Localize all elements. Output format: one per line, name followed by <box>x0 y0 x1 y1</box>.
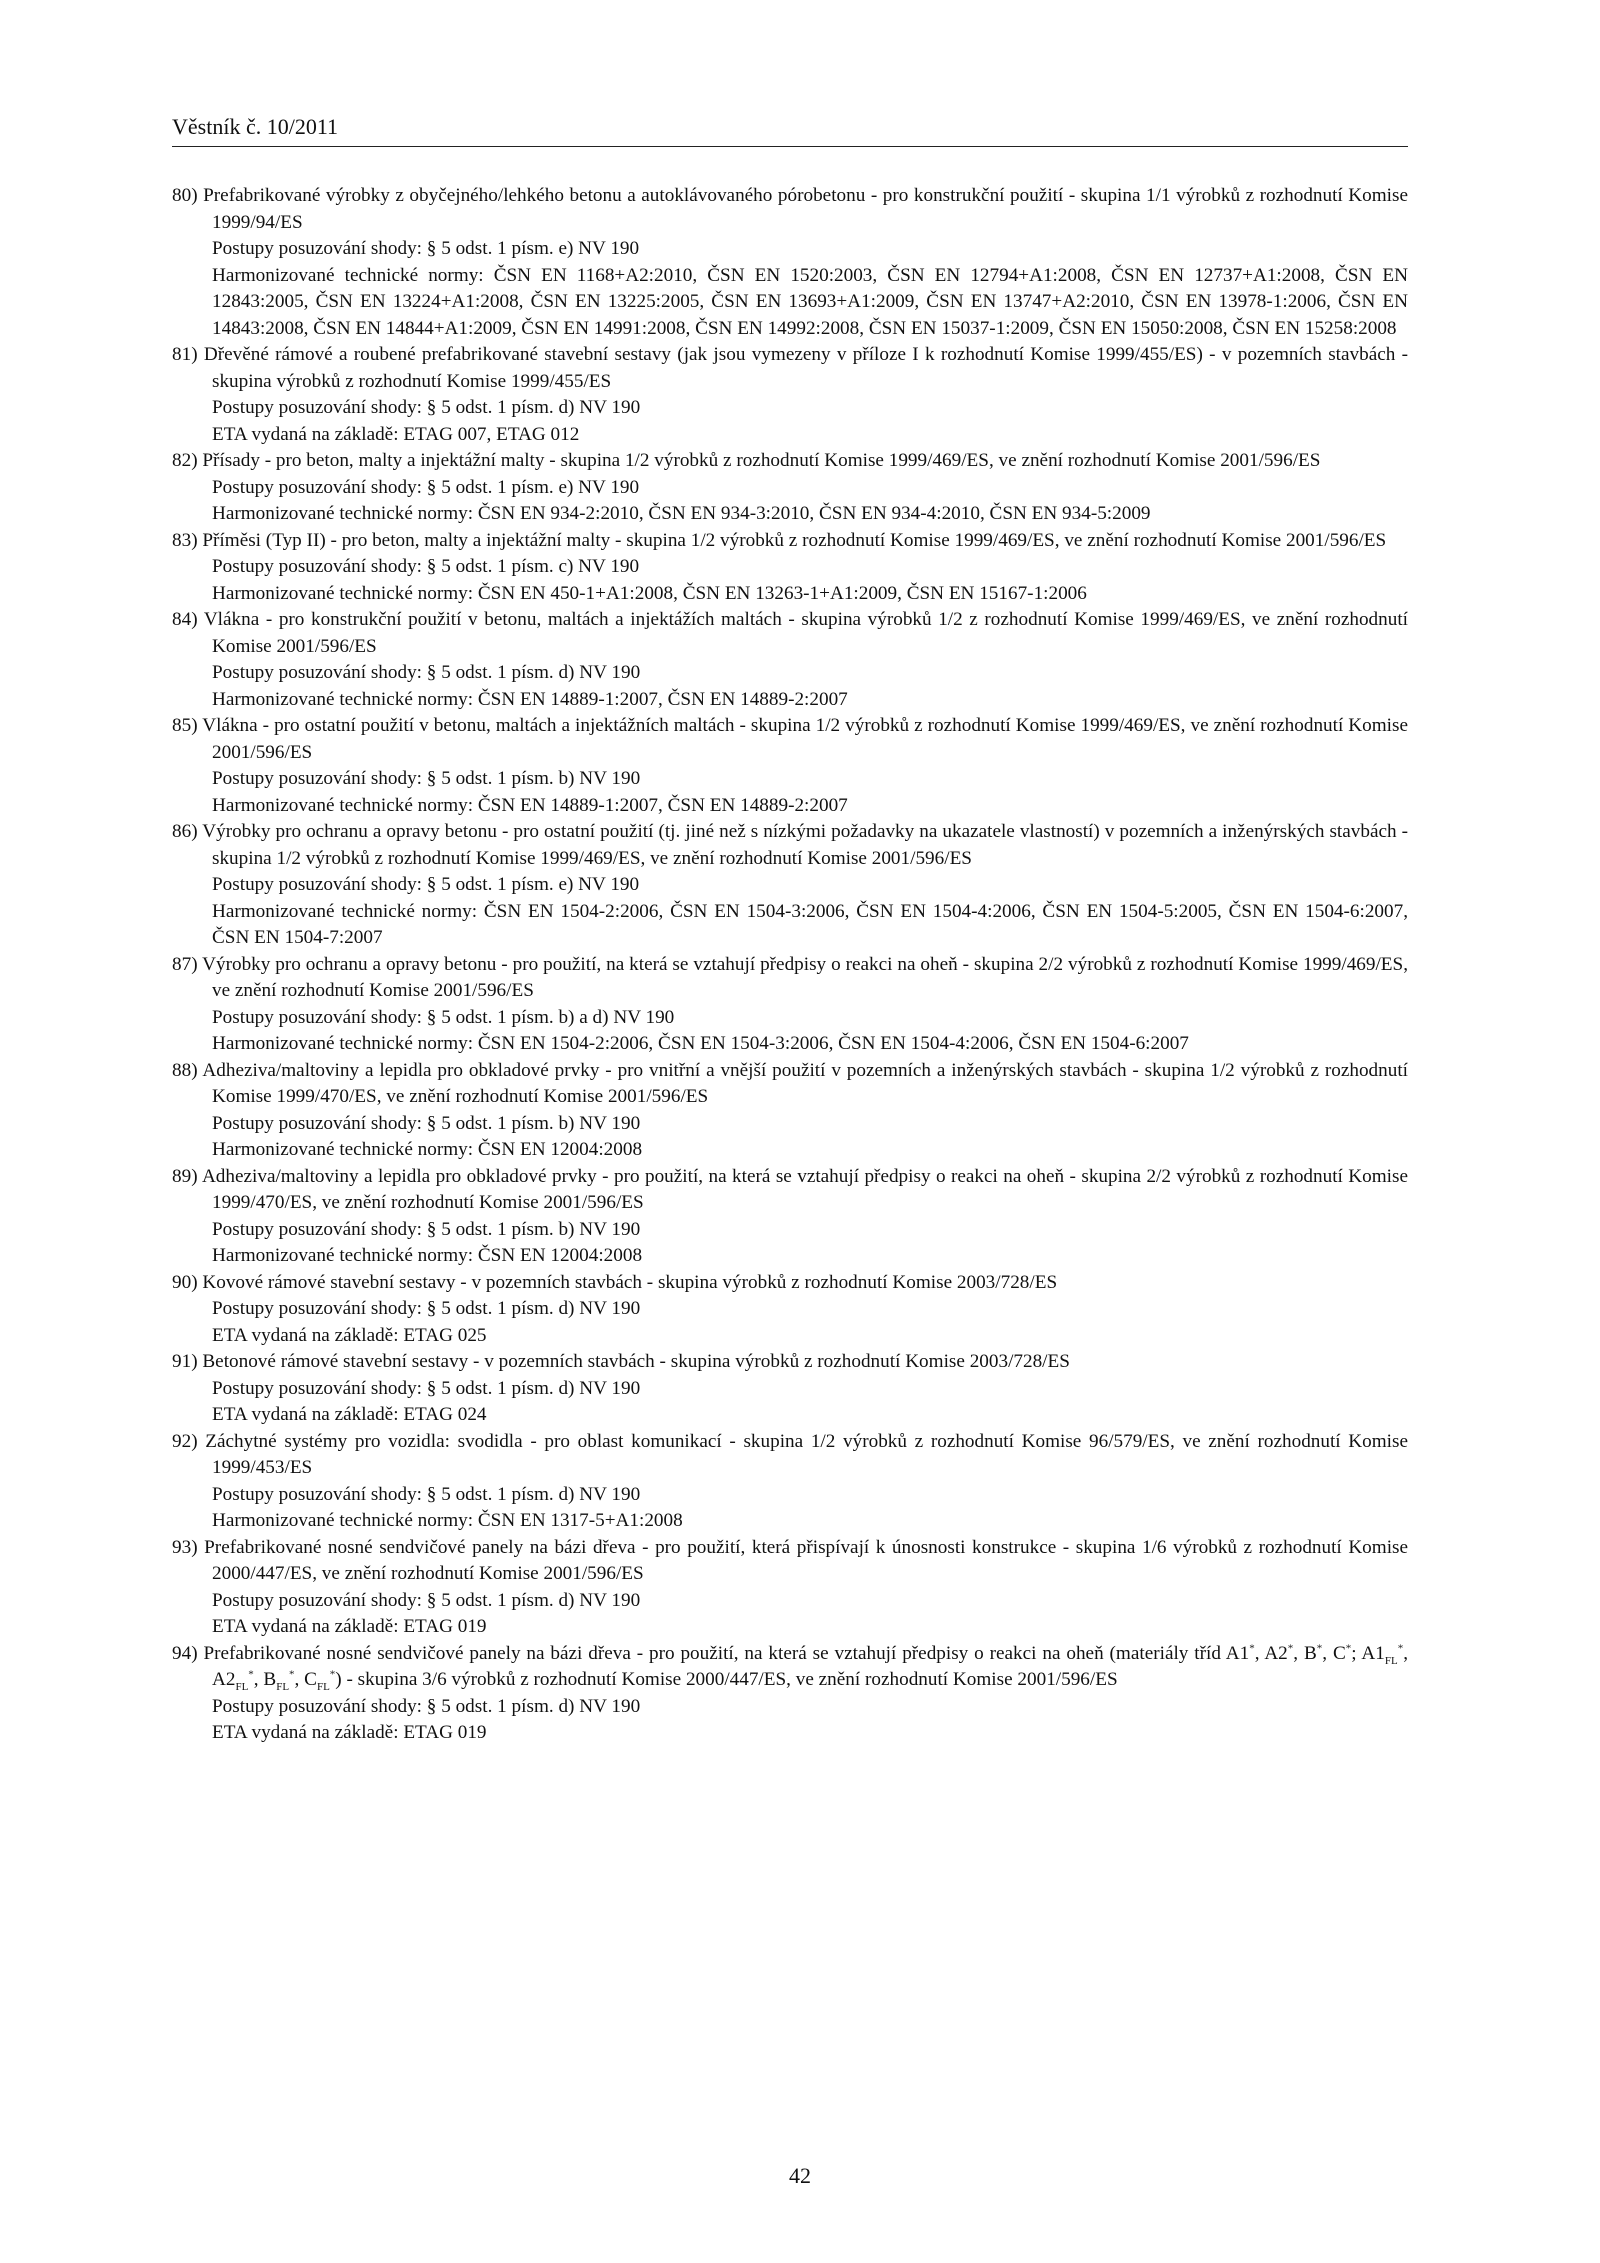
item-detail-line: Postupy posuzování shody: § 5 odst. 1 písm. d) NV 190 <box>212 1377 641 1399</box>
item-description <box>172 1164 1408 1217</box>
item-description <box>172 952 1408 1005</box>
list-item <box>172 952 1408 1058</box>
list-item <box>172 1058 1408 1164</box>
item-text: Výrobky pro ochranu a opravy betonu - pro ostatní použití (tj. jiné než s nízkými požadavky na ukazatele vlastností) v pozemních a inženýrských stavbách - skupina 1/2 výrobků z rozhodnutí Komise 1999/469/ES, ve znění rozhodnutí Komise 2001/596/ES <box>202 821 1408 869</box>
fire-class-sub: FL <box>316 1680 330 1693</box>
fire-class-sub: FL <box>1384 1654 1398 1667</box>
fire-class-separator: , <box>1403 1642 1409 1664</box>
item-number: 92) <box>172 1430 198 1452</box>
fire-class-base: A1 <box>1225 1642 1250 1664</box>
item-text: Prefabrikované nosné sendvičové panely na bázi dřeva - pro použití, na která se vztahují předpisy o reakci na oheň (materiály tříd <box>203 1642 1226 1664</box>
item-detail-line: Postupy posuzování shody: § 5 odst. 1 písm. d) NV 190 <box>212 397 641 418</box>
item-detail-line: Postupy posuzování shody: § 5 odst. 1 písm. d) NV 190 <box>212 1695 641 1717</box>
fire-class-sup: * <box>1345 1642 1352 1655</box>
item-number: 80) <box>172 185 198 206</box>
fire-class <box>1361 1642 1409 1667</box>
fire-class-separator: , <box>253 1669 264 1690</box>
item-detail-line: Harmonizované technické normy: ČSN EN 1168+A2:2010, ČSN EN 1520:2003, ČSN EN 12794+A1:2008, ČSN EN 12737+A1:2008, ČSN EN 12843:2005, ČSN EN 13224+A1:2008, ČSN EN 13225:2005, ČSN EN 13693+A1:2009, ČSN EN 13747+A2:2010, ČSN EN 13978-1:2006, ČSN EN 14843:2008, ČSN EN 14844+A1:2009, ČSN EN 14991:2008, ČSN EN 14992:2008, ČSN EN 15037-1:2009, ČSN EN 15050:2008, ČSN EN 15258:2008 <box>212 264 1408 339</box>
list-item <box>172 713 1408 819</box>
list-item <box>172 342 1408 448</box>
item-number: 84) <box>172 609 198 630</box>
item-detail-line: Harmonizované technické normy: ČSN EN 934-2:2010, ČSN EN 934-3:2010, ČSN EN 934-4:2010, ČSN EN 934-5:2009 <box>212 503 1151 524</box>
item-description <box>172 1270 1408 1297</box>
item-description <box>172 607 1408 660</box>
item-detail-line: Postupy posuzování shody: § 5 odst. 1 písm. d) NV 190 <box>212 1298 641 1319</box>
item-text: Adheziva/maltoviny a lepidla pro obkladové prvky - pro vnitřní a vnější použití v pozemních a inženýrských stavbách - skupina 1/2 výrobků z rozhodnutí Komise 1999/470/ES, ve znění rozhodnutí Komise 2001/596/ES <box>202 1059 1408 1107</box>
item-detail-line: Postupy posuzování shody: § 5 odst. 1 písm. d) NV 190 <box>212 662 641 683</box>
fire-class <box>1264 1643 1304 1664</box>
fire-class-base: A1 <box>1361 1642 1385 1664</box>
item-text: Záchytné systémy pro vozidla: svodidla - pro oblast komunikací - skupina 1/2 výrobků z rozhodnutí Komise 96/579/ES, ve znění rozhodnutí Komise 1999/453/ES <box>205 1430 1408 1478</box>
item-description <box>172 1641 1408 1694</box>
list-item <box>172 1270 1408 1350</box>
page-number: 42 <box>789 2163 811 2188</box>
item-description <box>172 183 1408 236</box>
item-description <box>172 819 1408 872</box>
fire-class <box>1333 1643 1361 1664</box>
list-item <box>172 183 1408 342</box>
fire-class-sup: * <box>1316 1642 1323 1655</box>
fire-class-sup: * <box>1287 1642 1294 1655</box>
fire-class <box>263 1668 305 1693</box>
journal-title: Věstník č. 10/2011 <box>172 114 338 139</box>
item-detail-line: Postupy posuzování shody: § 5 odst. 1 písm. b) NV 190 <box>212 768 641 789</box>
item-detail-line: Postupy posuzování shody: § 5 odst. 1 písm. e) NV 190 <box>212 238 640 259</box>
item-text: Betonové rámové stavební sestavy - v pozemních stavbách - skupina výrobků z rozhodnutí Komise 2003/728/ES <box>202 1351 1070 1372</box>
item-number: 82) <box>172 450 198 471</box>
item-detail-line: Harmonizované technické normy: ČSN EN 1504-2:2006, ČSN EN 1504-3:2006, ČSN EN 1504-4:2006, ČSN EN 1504-6:2007 <box>212 1033 1189 1054</box>
item-text: Přísady - pro beton, malty a injektážní malty - skupina 1/2 výrobků z rozhodnutí Komise 1999/469/ES, ve znění rozhodnutí Komise 2001/596/ES <box>202 450 1321 471</box>
item-number: 93) <box>172 1536 198 1558</box>
list-item <box>172 1429 1408 1535</box>
item-number: 83) <box>172 529 198 551</box>
item-text: Výrobky pro ochranu a opravy betonu - pro použití, na která se vztahují předpisy o reakci na oheň - skupina 2/2 výrobků z rozhodnutí Komise 1999/469/ES, ve znění rozhodnutí Komise 2001/596/ES <box>202 953 1408 1001</box>
item-description <box>172 1429 1408 1482</box>
item-detail-line: Harmonizované technické normy: ČSN EN 12004:2008 <box>212 1139 643 1160</box>
item-number: 85) <box>172 715 198 736</box>
item-detail-line: Postupy posuzování shody: § 5 odst. 1 písm. c) NV 190 <box>212 556 640 577</box>
item-detail-line: Postupy posuzování shody: § 5 odst. 1 písm. b) a d) NV 190 <box>212 1006 675 1028</box>
item-number: 89) <box>172 1165 198 1187</box>
fire-class <box>1226 1643 1265 1664</box>
item-text-end: ) - skupina 3/6 výrobků z rozhodnutí Komise 2000/447/ES, ve znění rozhodnutí Komise 2001/596/ES <box>335 1669 1118 1690</box>
fire-class-separator: , <box>1322 1642 1333 1664</box>
fire-class-separator: ; <box>1351 1642 1362 1664</box>
item-detail-line: Harmonizované technické normy: ČSN EN 14889-1:2007, ČSN EN 14889-2:2007 <box>212 794 848 816</box>
item-text: Vlákna - pro ostatní použití v betonu, maltách a injektážních maltách - skupina 1/2 výrobků z rozhodnutí Komise 1999/469/ES, ve znění rozhodnutí Komise 2001/596/ES <box>202 715 1408 763</box>
fire-class-separator: , <box>294 1669 305 1690</box>
list-item <box>172 1535 1408 1641</box>
item-text: Dřevěné rámové a roubené prefabrikované stavební sestavy (jak jsou vymezeny v příloze I k rozhodnutí Komise 1999/455/ES) - v pozemních stavbách - skupina výrobků z rozhodnutí Komise 1999/455/ES <box>203 344 1409 392</box>
item-number: 90) <box>172 1271 198 1293</box>
item-detail-line: Postupy posuzování shody: § 5 odst. 1 písm. b) NV 190 <box>212 1218 641 1240</box>
item-detail-line: ETA vydaná na základě: ETAG 024 <box>212 1404 487 1425</box>
list-item <box>172 528 1408 608</box>
list-item <box>172 1349 1408 1429</box>
item-number: 86) <box>172 821 198 842</box>
fire-class-sup: * <box>1249 1642 1255 1655</box>
fire-class-sub: FL <box>235 1680 249 1693</box>
item-detail-line: Harmonizované technické normy: ČSN EN 12004:2008 <box>212 1245 643 1266</box>
list-item <box>172 607 1408 713</box>
list-item <box>172 1164 1408 1270</box>
item-detail-line: Postupy posuzování shody: § 5 odst. 1 písm. d) NV 190 <box>212 1589 641 1611</box>
item-number: 87) <box>172 953 198 975</box>
item-detail-line: ETA vydaná na základě: ETAG 007, ETAG 012 <box>212 423 580 445</box>
item-text: Vlákna - pro konstrukční použití v betonu, maltách a injektážích maltách - skupina výrobků 1/2 z rozhodnutí Komise 1999/469/ES, ve znění rozhodnutí Komise 2001/596/ES <box>203 609 1408 657</box>
list-item <box>172 448 1408 528</box>
item-detail-line: ETA vydaná na základě: ETAG 019 <box>212 1616 487 1637</box>
item-text: Příměsi (Typ II) - pro beton, malty a injektážní malty - skupina 1/2 výrobků z rozhodnutí Komise 1999/469/ES, ve znění rozhodnutí Komise 2001/596/ES <box>202 529 1387 551</box>
item-description <box>172 448 1408 475</box>
item-number: 94) <box>172 1642 198 1664</box>
fire-class-sup: * <box>329 1668 336 1681</box>
item-detail-line: Harmonizované technické normy: ČSN EN 14889-1:2007, ČSN EN 14889-2:2007 <box>212 688 848 710</box>
item-detail-line: Harmonizované technické normy: ČSN EN 1504-2:2006, ČSN EN 1504-3:2006, ČSN EN 1504-4:2006, ČSN EN 1504-5:2005, ČSN EN 1504-6:2007, ČSN EN 1504-7:2007 <box>212 900 1408 948</box>
fire-class <box>1304 1643 1333 1664</box>
fire-class-base: C <box>1332 1642 1346 1664</box>
item-text: Prefabrikované výrobky z obyčejného/lehkého betonu a autoklávovaného pórobetonu - pro konstrukční použití - skupina 1/1 výrobků z rozhodnutí Komise 1999/94/ES <box>203 185 1408 233</box>
item-detail-line: Postupy posuzování shody: § 5 odst. 1 písm. e) NV 190 <box>212 476 640 498</box>
item-description <box>172 1058 1408 1111</box>
fire-class-base: A2 <box>1264 1642 1288 1664</box>
item-description <box>172 342 1408 395</box>
item-detail-line: Harmonizované technické normy: ČSN EN 1317-5+A1:2008 <box>212 1510 683 1531</box>
item-description <box>172 713 1408 766</box>
page-header <box>172 110 1408 147</box>
fire-class-base: B <box>263 1669 277 1690</box>
item-detail-line: Postupy posuzování shody: § 5 odst. 1 písm. b) NV 190 <box>212 1112 641 1134</box>
fire-class-sup: * <box>248 1668 254 1681</box>
fire-class-base: A2 <box>212 1669 236 1690</box>
item-detail-line: Postupy posuzování shody: § 5 odst. 1 písm. e) NV 190 <box>212 874 640 895</box>
item-detail-line: Postupy posuzování shody: § 5 odst. 1 písm. d) NV 190 <box>212 1483 641 1505</box>
fire-class-base: C <box>304 1669 317 1690</box>
fire-class <box>212 1668 264 1693</box>
item-detail-line: ETA vydaná na základě: ETAG 019 <box>212 1722 487 1743</box>
item-description <box>172 528 1408 555</box>
item-detail-line: ETA vydaná na základě: ETAG 025 <box>212 1324 487 1346</box>
item-text: Adheziva/maltoviny a lepidla pro obkladové prvky - pro použití, na která se vztahují předpisy o reakci na oheň - skupina 2/2 výrobků z rozhodnutí Komise 1999/470/ES, ve znění rozhodnutí Komise 2001/596/ES <box>201 1165 1408 1213</box>
item-description <box>172 1349 1408 1376</box>
item-detail-line: Harmonizované technické normy: ČSN EN 450-1+A1:2008, ČSN EN 13263-1+A1:2009, ČSN EN 15167-1:2006 <box>212 582 1087 604</box>
fire-class-separator: , <box>1293 1642 1304 1664</box>
item-text: Prefabrikované nosné sendvičové panely na bázi dřeva - pro použití, která přispívají k únosnosti konstrukce - skupina 1/6 výrobků z rozhodnutí Komise 2000/447/ES, ve znění rozhodnutí Komise 2001/596/ES <box>204 1536 1409 1584</box>
list-item <box>172 819 1408 952</box>
item-number: 91) <box>172 1351 198 1372</box>
fire-class-sup: * <box>289 1668 295 1681</box>
item-number: 81) <box>172 344 198 365</box>
fire-class-base: B <box>1303 1642 1317 1664</box>
item-number: 88) <box>172 1059 198 1081</box>
fire-class-sup: * <box>1397 1642 1404 1655</box>
document-body <box>172 183 1408 1747</box>
item-description <box>172 1535 1408 1588</box>
fire-class-separator: , <box>1254 1642 1265 1664</box>
fire-class <box>304 1668 336 1693</box>
fire-class-sub: FL <box>276 1680 290 1693</box>
item-text: Kovové rámové stavební sestavy - v pozemních stavbách - skupina výrobků z rozhodnutí Komise 2003/728/ES <box>202 1271 1058 1293</box>
list-item <box>172 1641 1408 1747</box>
